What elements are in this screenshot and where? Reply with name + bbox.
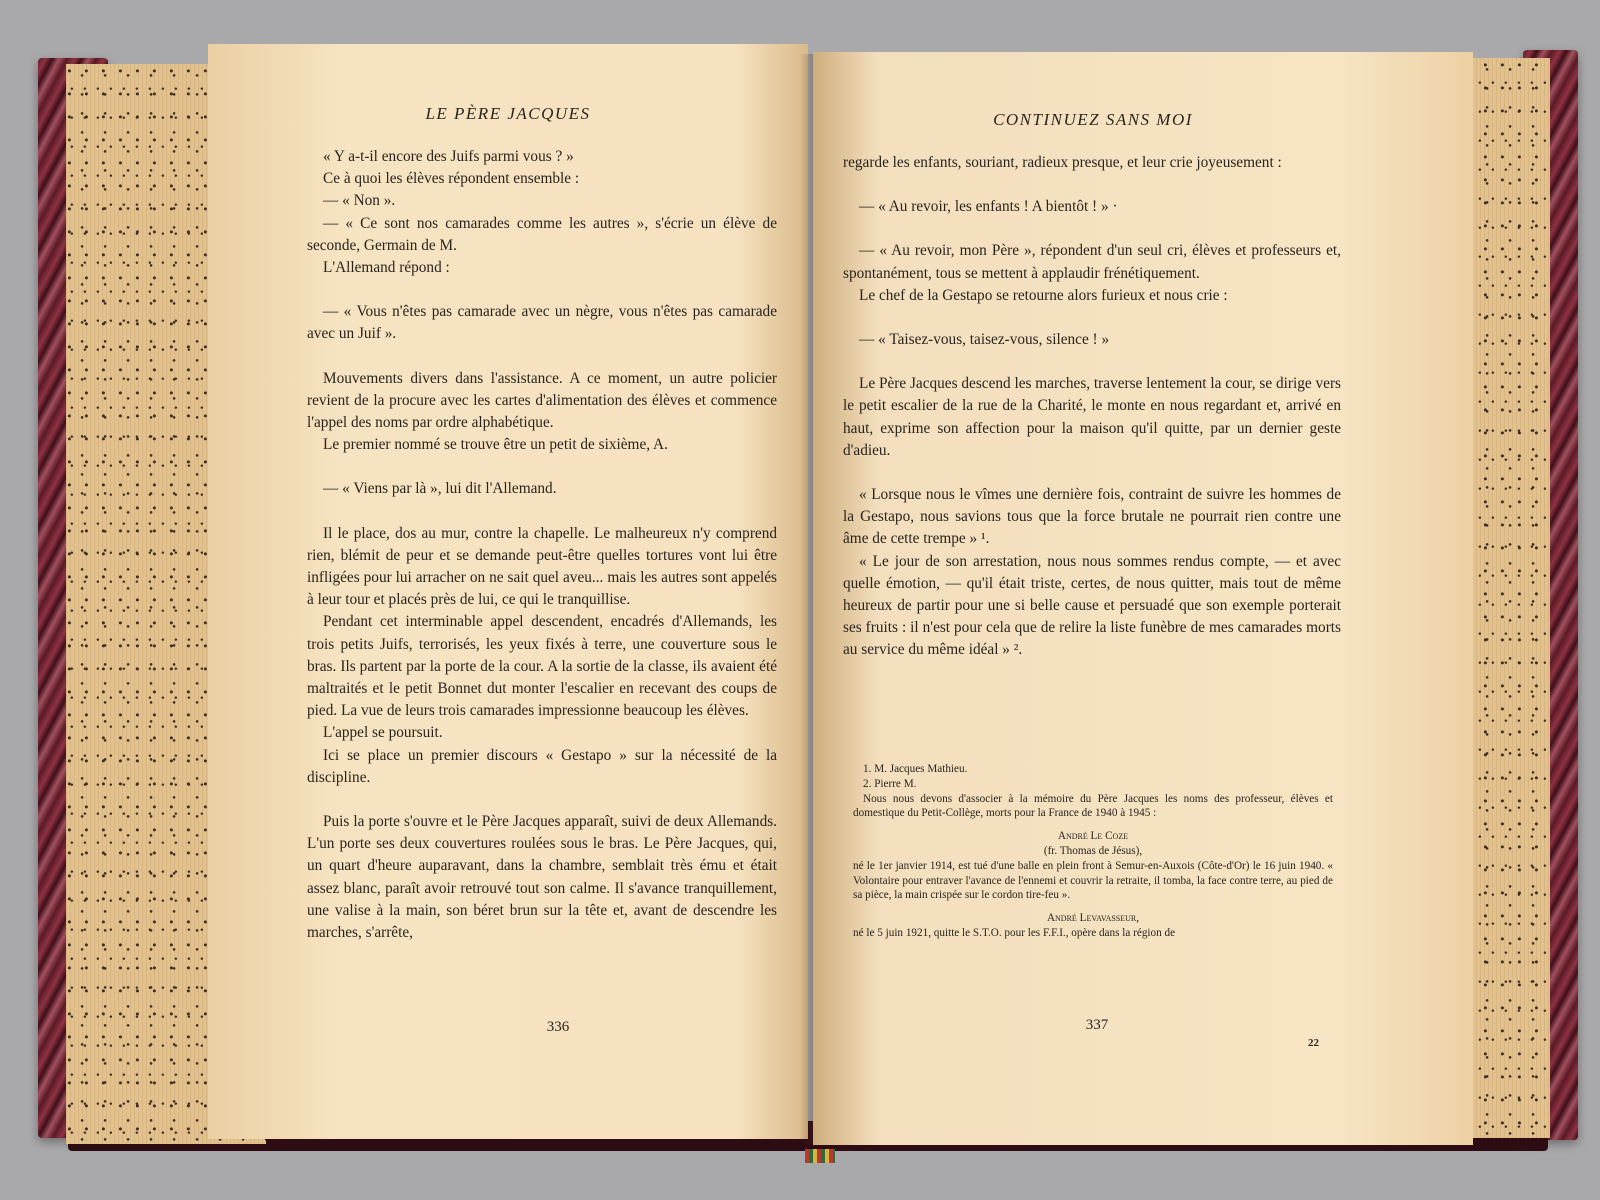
open-book	[38, 44, 1578, 1169]
memorial-name: André Levavasseur,	[1046, 912, 1140, 925]
footnote: 2. Pierre M.	[863, 777, 917, 790]
memorial-entry: né le 1er janvier 1914, est tué d'une balle en plein front à Semur-en-Auxois (Côte-d'Or) le 16 juin 1940. « Volontaire pour entraver l'avance de l'ennemi et couvrir la retraite, il tomba, la face contre terre, au pied de sa pièce, la main crispée sur le cordon tire-feu ».	[853, 859, 1333, 902]
paragraph: L'appel se poursuit.	[323, 724, 443, 742]
memorial-name: André Le Coze	[1057, 830, 1129, 843]
paragraph: — « Ce sont nos camarades comme les autres », s'écrie un élève de seconde, Germain de M.	[307, 214, 777, 254]
right-page	[813, 52, 1473, 1145]
paragraph: « Le jour de son arrestation, nous nous sommes rendus compte, — et avec quelle émotion, — qu'il était triste, certes, de nous quitter, mais tout de même heureux de partir pour une si belle cause et persuadé que son exemple porterait ses fruits : il n'est pour cela que de relire la liste funèbre de mes camarades morts au service du même idéal » ².	[843, 552, 1341, 659]
footnote: 1. M. Jacques Mathieu.	[863, 763, 968, 775]
right-page-body	[843, 152, 1341, 662]
paragraph: L'Allemand répond :	[323, 259, 450, 277]
left-page	[208, 44, 808, 1139]
paragraph: Le chef de la Gestapo se retourne alors furieux et nous crie :	[859, 286, 1228, 304]
paragraph: Mouvements divers dans l'assistance. A ce moment, un autre policier revient de la procure avec les cartes d'alimentation des élèves et commence l'appel des noms par ordre alphabétique.	[307, 369, 777, 432]
paragraph: — « Vous n'êtes pas camarade avec un nègre, vous n'êtes pas camarade avec un Juif ».	[307, 303, 777, 343]
paragraph: Le Père Jacques descend les marches, traverse lentement la cour, se dirige vers le petit escalier de la rue de la Charité, le monte en nous regardant et, arrivé en haut, exprime son affection pour la maison qu'il quitte, par un dernier geste d'adieu.	[843, 375, 1341, 459]
paragraph: — « Taisez-vous, taisez-vous, silence ! »	[859, 331, 1110, 349]
left-page-body	[307, 146, 777, 944]
paragraph: « Y a-t-il encore des Juifs parmi vous ? »	[323, 148, 574, 165]
paragraph: « Lorsque nous le vîmes une dernière fois, contraint de suivre les hommes de la Gestapo, nous savions tous que la force brutale ne pourrait rien contre une âme de cette trempe » ¹.	[843, 486, 1341, 548]
paragraph: — « Non ».	[323, 192, 396, 210]
paragraph: Le premier nommé se trouve être un petit de sixième, A.	[323, 436, 668, 454]
paragraph: regarde les enfants, souriant, radieux presque, et leur crie joyeusement :	[843, 154, 1282, 171]
paragraph: Ici se place un premier discours « Gestapo » sur la nécessité de la discipline.	[307, 746, 777, 786]
headband	[805, 1149, 835, 1163]
paragraph: — « Au revoir, mon Père », répondent d'un seul cri, élèves et professeurs et, spontanément, tous se mettent à applaudir frénétiquement.	[843, 242, 1341, 282]
page-number-right: 337	[1085, 1017, 1109, 1033]
memorial-entry: né le 5 juin 1921, quitte le S.T.O. pour les F.F.I., opère dans la région de	[853, 926, 1176, 939]
paragraph: — « Viens par là », lui dit l'Allemand.	[323, 480, 557, 498]
paragraph: Puis la porte s'ouvre et le Père Jacques apparaît, suivi de deux Allemands. L'un porte ses deux couvertures roulées sous le bras. Le Père Jacques, qui, un quart d'heure auparavant, dans la chambre, semblait très ému et était assez blanc, paraît avoir retrouvé tout son calme. Il s'avance tranquillement, une valise à la main, son béret brun sur la tête et, avant de descendre les marches, s'arrête,	[307, 813, 777, 942]
paragraph: — « Au revoir, les enfants ! A bientôt ! » ·	[859, 198, 1118, 216]
memorial-subtitle: (fr. Thomas de Jésus),	[1043, 844, 1143, 857]
running-header-left: LE PÈRE JACQUES	[425, 104, 591, 123]
signature-mark: 22	[1308, 1037, 1319, 1049]
footnotes	[853, 762, 1333, 941]
paragraph: Il le place, dos au mur, contre la chapelle. Le malheureux n'y comprend rien, blémit de peur et se demande peut-être quelles tortures vont lui être infligées pour lui arracher on ne sait quel aveu... mais les autres sont appelés à leur tour et placés près de lui, ce qui le tranquillise.	[307, 524, 777, 609]
paragraph: Pendant cet interminable appel descendent, encadrés d'Allemands, les trois petits Juifs, terrorisés, les yeux fixés à terre, une couverture sous le bras. Ils partent par la porte de la cour. A la sortie de la classe, ils avaient été maltraités et le petit Bonnet dut monter l'escalier en recevant des coups de pied. La vue de leurs trois camarades impressionne beaucoup les élèves.	[307, 613, 777, 720]
footnote: Nous nous devons d'associer à la mémoire du Père Jacques les noms des professeur, élèves et domestique du Petit-Collège, morts pour la France de 1940 à 1945 :	[853, 792, 1333, 820]
paragraph: Ce à quoi les élèves répondent ensemble :	[323, 170, 580, 188]
running-header-right: CONTINUEZ SANS MOI	[993, 110, 1193, 129]
page-number-left: 336	[546, 1019, 570, 1035]
